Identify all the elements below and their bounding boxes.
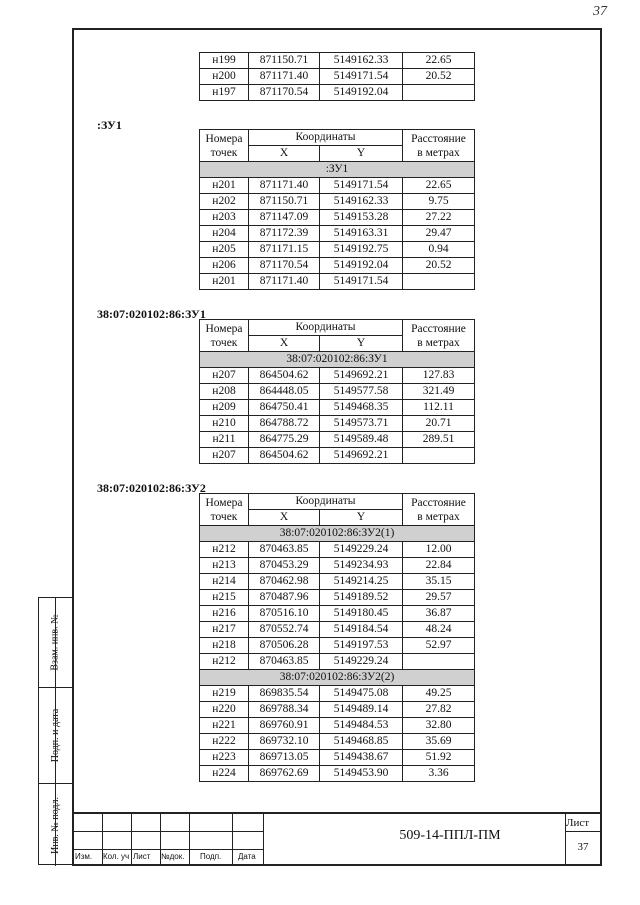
x-coordinate-cell: 864788.72 <box>249 416 320 432</box>
point-id-cell: н219 <box>200 686 249 702</box>
table-row <box>200 194 475 210</box>
y-coordinate-cell: 5149589.48 <box>320 432 403 448</box>
y-coordinate-cell: 5149189.52 <box>320 590 403 606</box>
distance-cell: 0.94 <box>403 242 475 258</box>
x-coordinate-cell: 871171.15 <box>249 242 320 258</box>
stamp-label-signature: Подп. <box>200 852 222 861</box>
point-id-cell: н224 <box>200 766 249 782</box>
y-coordinate-cell: 5149229.24 <box>320 542 403 558</box>
x-coordinate-cell: 871150.71 <box>249 194 320 210</box>
table-row <box>200 606 475 622</box>
distance-cell: 36.87 <box>403 606 475 622</box>
table-row <box>200 686 475 702</box>
point-id-cell: н220 <box>200 702 249 718</box>
table-row <box>200 766 475 782</box>
point-id-cell: н207 <box>200 368 249 384</box>
column-header-distance <box>403 494 475 526</box>
column-header-x: X <box>249 146 320 162</box>
section-heading: :ЗУ1 <box>97 118 122 132</box>
table-header-row <box>200 494 475 510</box>
y-coordinate-cell: 5149573.71 <box>320 416 403 432</box>
x-coordinate-cell: 870506.28 <box>249 638 320 654</box>
point-id-cell: н212 <box>200 542 249 558</box>
side-label-original-inventory: Инв. № подл. <box>50 796 62 854</box>
column-header-distance <box>403 320 475 352</box>
table-row <box>200 558 475 574</box>
point-id-cell: н204 <box>200 226 249 242</box>
table-row <box>200 574 475 590</box>
column-header-distance <box>403 130 475 162</box>
y-coordinate-cell: 5149468.35 <box>320 400 403 416</box>
stamp-label-date: Дата <box>238 852 256 861</box>
distance-cell: 127.83 <box>403 368 475 384</box>
x-coordinate-cell: 869788.34 <box>249 702 320 718</box>
distance-cell: 51.92 <box>403 750 475 766</box>
distance-cell: 20.71 <box>403 416 475 432</box>
section-heading: 38:07:020102:86:ЗУ2 <box>97 481 206 495</box>
table-row <box>200 590 475 606</box>
header-text: в метрах <box>417 510 460 523</box>
y-coordinate-cell: 5149192.04 <box>320 258 403 274</box>
table-row <box>200 702 475 718</box>
table-row <box>200 384 475 400</box>
point-id-cell: н208 <box>200 384 249 400</box>
table-row <box>200 226 475 242</box>
table-row <box>200 750 475 766</box>
distance-cell: 321.49 <box>403 384 475 400</box>
table-row <box>200 542 475 558</box>
x-coordinate-cell: 871172.39 <box>249 226 320 242</box>
y-coordinate-cell: 5149162.33 <box>320 53 403 69</box>
table-row <box>200 718 475 734</box>
side-label-replacement-inventory: Взам. инв. № <box>50 614 62 671</box>
x-coordinate-cell: 864504.62 <box>249 368 320 384</box>
x-coordinate-cell: 864504.62 <box>249 448 320 464</box>
header-text: Номера <box>205 496 243 509</box>
distance-cell <box>403 448 475 464</box>
x-coordinate-cell: 870453.29 <box>249 558 320 574</box>
stamp-divider <box>189 814 190 866</box>
column-header-point-number <box>200 320 249 352</box>
coordinates-table <box>199 493 475 782</box>
table-row <box>200 69 475 85</box>
distance-cell: 289.51 <box>403 432 475 448</box>
y-coordinate-cell: 5149171.54 <box>320 69 403 85</box>
y-coordinate-cell: 5149162.33 <box>320 194 403 210</box>
point-id-cell: н202 <box>200 194 249 210</box>
distance-cell: 12.00 <box>403 542 475 558</box>
x-coordinate-cell: 869762.69 <box>249 766 320 782</box>
distance-cell: 22.84 <box>403 558 475 574</box>
stamp-label-change: Изм. <box>75 852 93 861</box>
y-coordinate-cell: 5149163.31 <box>320 226 403 242</box>
point-id-cell: н216 <box>200 606 249 622</box>
point-id-cell: н205 <box>200 242 249 258</box>
table-row <box>200 258 475 274</box>
sheet-label: Лист <box>566 817 590 829</box>
y-coordinate-cell: 5149484.53 <box>320 718 403 734</box>
x-coordinate-cell: 864750.41 <box>249 400 320 416</box>
y-coordinate-cell: 5149153.28 <box>320 210 403 226</box>
y-coordinate-cell: 5149438.67 <box>320 750 403 766</box>
column-header-coordinates: Координаты <box>249 320 403 336</box>
distance-cell: 49.25 <box>403 686 475 702</box>
group-label: 38:07:020102:86:ЗУ2(1) <box>200 526 475 542</box>
table-row <box>200 400 475 416</box>
column-header-point-number <box>200 130 249 162</box>
header-text: Расстояние <box>411 496 466 509</box>
table-row <box>200 178 475 194</box>
group-header-row <box>200 352 475 368</box>
y-coordinate-cell: 5149197.53 <box>320 638 403 654</box>
y-coordinate-cell: 5149184.54 <box>320 622 403 638</box>
table-row <box>200 53 475 69</box>
y-coordinate-cell: 5149192.75 <box>320 242 403 258</box>
table-row <box>200 274 475 290</box>
distance-cell: 29.47 <box>403 226 475 242</box>
y-coordinate-cell: 5149453.90 <box>320 766 403 782</box>
point-id-cell: н222 <box>200 734 249 750</box>
stamp-row-line <box>72 849 263 850</box>
point-id-cell: н212 <box>200 654 249 670</box>
x-coordinate-cell: 870516.10 <box>249 606 320 622</box>
header-text: Номера <box>205 132 243 145</box>
header-text: Расстояние <box>411 322 466 335</box>
header-text: точек <box>210 510 238 523</box>
x-coordinate-cell: 870463.85 <box>249 654 320 670</box>
table-row <box>200 210 475 226</box>
point-id-cell: н201 <box>200 274 249 290</box>
point-id-cell: н214 <box>200 574 249 590</box>
stamp-row-line <box>565 831 602 832</box>
x-coordinate-cell: 870487.96 <box>249 590 320 606</box>
point-id-cell: н201 <box>200 178 249 194</box>
table-row <box>200 638 475 654</box>
point-id-cell: н211 <box>200 432 249 448</box>
point-id-cell: н206 <box>200 258 249 274</box>
point-id-cell: н223 <box>200 750 249 766</box>
x-coordinate-cell: 871171.40 <box>249 178 320 194</box>
x-coordinate-cell: 864775.29 <box>249 432 320 448</box>
column-header-y: Y <box>320 510 403 526</box>
distance-cell <box>403 654 475 670</box>
distance-cell: 27.22 <box>403 210 475 226</box>
table-row <box>200 85 475 101</box>
x-coordinate-cell: 869732.10 <box>249 734 320 750</box>
distance-cell: 48.24 <box>403 622 475 638</box>
header-text: в метрах <box>417 336 460 349</box>
x-coordinate-cell: 870462.98 <box>249 574 320 590</box>
point-id-cell: н215 <box>200 590 249 606</box>
table-row <box>200 368 475 384</box>
x-coordinate-cell: 871171.40 <box>249 69 320 85</box>
sheet-number: 37 <box>577 841 589 853</box>
distance-cell: 35.15 <box>403 574 475 590</box>
group-header-row <box>200 162 475 178</box>
distance-cell <box>403 85 475 101</box>
point-id-cell: н207 <box>200 448 249 464</box>
distance-cell: 27.82 <box>403 702 475 718</box>
point-id-cell: н199 <box>200 53 249 69</box>
column-header-coordinates: Координаты <box>249 130 403 146</box>
x-coordinate-cell: 869713.05 <box>249 750 320 766</box>
distance-cell: 20.52 <box>403 69 475 85</box>
distance-cell: 29.57 <box>403 590 475 606</box>
table-row <box>200 242 475 258</box>
coordinates-table <box>199 319 475 464</box>
distance-cell: 52.97 <box>403 638 475 654</box>
stamp-divider <box>232 814 233 866</box>
x-coordinate-cell: 864448.05 <box>249 384 320 400</box>
distance-cell: 112.11 <box>403 400 475 416</box>
x-coordinate-cell: 871170.54 <box>249 258 320 274</box>
y-coordinate-cell: 5149171.54 <box>320 274 403 290</box>
point-id-cell: н210 <box>200 416 249 432</box>
column-header-y: Y <box>320 336 403 352</box>
stamp-divider <box>131 814 132 866</box>
table-header-row <box>200 320 475 336</box>
corner-page-note: 37 <box>593 4 607 19</box>
header-text: точек <box>210 336 238 349</box>
column-header-point-number <box>200 494 249 526</box>
table-row <box>200 448 475 464</box>
distance-cell: 22.65 <box>403 178 475 194</box>
x-coordinate-cell: 871150.71 <box>249 53 320 69</box>
point-id-cell: н197 <box>200 85 249 101</box>
x-coordinate-cell: 869835.54 <box>249 686 320 702</box>
distance-cell: 3.36 <box>403 766 475 782</box>
point-id-cell: н217 <box>200 622 249 638</box>
point-id-cell: н221 <box>200 718 249 734</box>
document-number: 509-14-ППЛ-ПМ <box>399 828 501 843</box>
distance-cell: 9.75 <box>403 194 475 210</box>
column-header-x: X <box>249 336 320 352</box>
distance-cell: 32.80 <box>403 718 475 734</box>
x-coordinate-cell: 870552.74 <box>249 622 320 638</box>
stamp-divider <box>263 814 264 866</box>
column-header-x: X <box>249 510 320 526</box>
y-coordinate-cell: 5149489.14 <box>320 702 403 718</box>
point-id-cell: н203 <box>200 210 249 226</box>
table-header-row <box>200 130 475 146</box>
header-text: в метрах <box>417 146 460 159</box>
group-label: 38:07:020102:86:ЗУ1 <box>200 352 475 368</box>
stamp-row-line <box>72 831 263 832</box>
table-row <box>200 622 475 638</box>
group-label: :ЗУ1 <box>200 162 475 178</box>
y-coordinate-cell: 5149180.45 <box>320 606 403 622</box>
header-text: Расстояние <box>411 132 466 145</box>
table-row <box>200 416 475 432</box>
y-coordinate-cell: 5149229.24 <box>320 654 403 670</box>
y-coordinate-cell: 5149192.04 <box>320 85 403 101</box>
header-text: Номера <box>205 322 243 335</box>
side-label-signature-date: Подп. и дата <box>50 708 61 763</box>
x-coordinate-cell: 869760.91 <box>249 718 320 734</box>
distance-cell: 35.69 <box>403 734 475 750</box>
point-id-cell: н200 <box>200 69 249 85</box>
group-header-row <box>200 526 475 542</box>
section-heading: 38:07:020102:86:ЗУ1 <box>97 307 206 321</box>
y-coordinate-cell: 5149468.85 <box>320 734 403 750</box>
x-coordinate-cell: 870463.85 <box>249 542 320 558</box>
header-text: точек <box>210 146 238 159</box>
coordinates-table <box>199 129 475 290</box>
x-coordinate-cell: 871170.54 <box>249 85 320 101</box>
x-coordinate-cell: 871171.40 <box>249 274 320 290</box>
y-coordinate-cell: 5149577.58 <box>320 384 403 400</box>
distance-cell: 22.65 <box>403 53 475 69</box>
y-coordinate-cell: 5149475.08 <box>320 686 403 702</box>
distance-cell: 20.52 <box>403 258 475 274</box>
column-header-coordinates: Координаты <box>249 494 403 510</box>
y-coordinate-cell: 5149171.54 <box>320 178 403 194</box>
title-block <box>72 812 602 866</box>
group-header-row <box>200 670 475 686</box>
table-row <box>200 654 475 670</box>
continuation-table <box>199 52 475 101</box>
stamp-label-count: Кол. уч <box>103 852 130 861</box>
column-header-y: Y <box>320 146 403 162</box>
stamp-label-doc: №док. <box>161 852 185 861</box>
table-row <box>200 734 475 750</box>
point-id-cell: н209 <box>200 400 249 416</box>
distance-cell <box>403 274 475 290</box>
group-label: 38:07:020102:86:ЗУ2(2) <box>200 670 475 686</box>
point-id-cell: н218 <box>200 638 249 654</box>
x-coordinate-cell: 871147.09 <box>249 210 320 226</box>
y-coordinate-cell: 5149214.25 <box>320 574 403 590</box>
y-coordinate-cell: 5149234.93 <box>320 558 403 574</box>
y-coordinate-cell: 5149692.21 <box>320 368 403 384</box>
point-id-cell: н213 <box>200 558 249 574</box>
y-coordinate-cell: 5149692.21 <box>320 448 403 464</box>
table-row <box>200 432 475 448</box>
stamp-label-sheet: Лист <box>133 852 151 861</box>
side-margin-column <box>38 597 72 865</box>
